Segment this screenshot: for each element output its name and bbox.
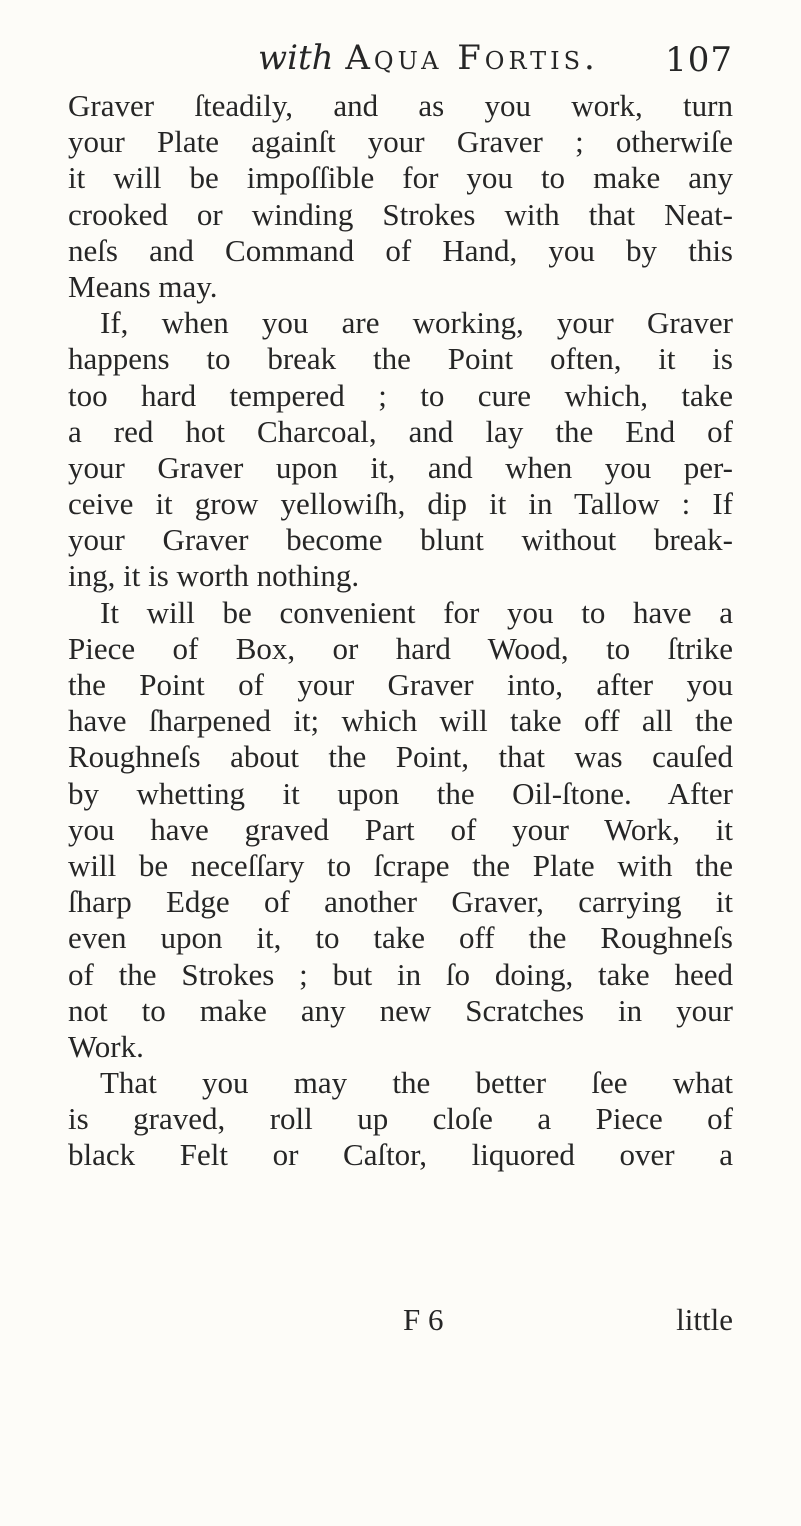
text-line: If, when you are working, your Graver — [100, 305, 733, 341]
text-line: Roughneſs about the Point, that was cauſed — [68, 739, 733, 775]
catchword: little — [676, 1302, 733, 1337]
text-line: it will be impoſſible for you to make any — [68, 160, 733, 196]
text-line: your Graver upon it, and when you per- — [68, 449, 733, 485]
text-line: neſs and Command of Hand, you by this — [68, 232, 733, 268]
text-line: Work. — [68, 1028, 144, 1064]
text-line: too hard tempered ; to cure which, take — [68, 377, 733, 413]
signature-mark: F 6 — [403, 1302, 444, 1337]
text-line: crooked or winding Strokes with that Neat- — [68, 196, 733, 232]
text-line: Graver ſteadily, and as you work, turn — [68, 88, 733, 123]
page-header — [68, 38, 733, 88]
text-line: have ſharpened it; which will take off all the — [68, 703, 733, 739]
text-line: a red hot Charcoal, and lay the End of — [68, 413, 733, 449]
text-line: by whetting it upon the Oil-ſtone. After — [68, 775, 733, 811]
text-line: even upon it, to take off the Roughneſs — [68, 920, 733, 956]
text-line: Piece of Box, or hard Wood, to ſtrike — [68, 630, 733, 666]
running-head — [258, 38, 599, 78]
text-line: ſharp Edge of another Graver, carrying it — [68, 884, 733, 920]
text-line: of the Strokes ; but in ſo doing, take heed — [68, 956, 733, 992]
text-line: ing, it is worth nothing. — [68, 558, 360, 594]
text-line: your Graver become blunt without break- — [68, 522, 733, 558]
page-number: 107 — [665, 40, 733, 80]
text-line: not to make any new Scratches in your — [68, 992, 733, 1028]
text-line: That you may the better ſee what — [100, 1065, 733, 1101]
text-line: It will be convenient for you to have a — [100, 594, 733, 630]
page-footer — [68, 1302, 733, 1342]
text-line: black Felt or Caſtor, liquored over a — [68, 1137, 733, 1173]
running-head-title: Aqua Fortis. — [345, 38, 599, 78]
text-line: your Plate againſt your Graver ; otherwiſe — [68, 124, 733, 160]
text-line: the Point of your Graver into, after you — [68, 667, 733, 702]
text-line: you have graved Part of your Work, it — [68, 811, 733, 847]
running-head-italic: with — [258, 38, 334, 78]
text-line: Means may. — [68, 268, 218, 304]
text-line: ceive it grow yellowiſh, dip it in Tallow : If — [68, 486, 733, 522]
text-line: is graved, roll up cloſe a Piece of — [68, 1101, 733, 1137]
text-line: will be neceſſary to ſcrape the Plate with the — [68, 847, 733, 883]
body-text — [68, 88, 733, 1174]
text-line: happens to break the Point often, it is — [68, 341, 733, 377]
